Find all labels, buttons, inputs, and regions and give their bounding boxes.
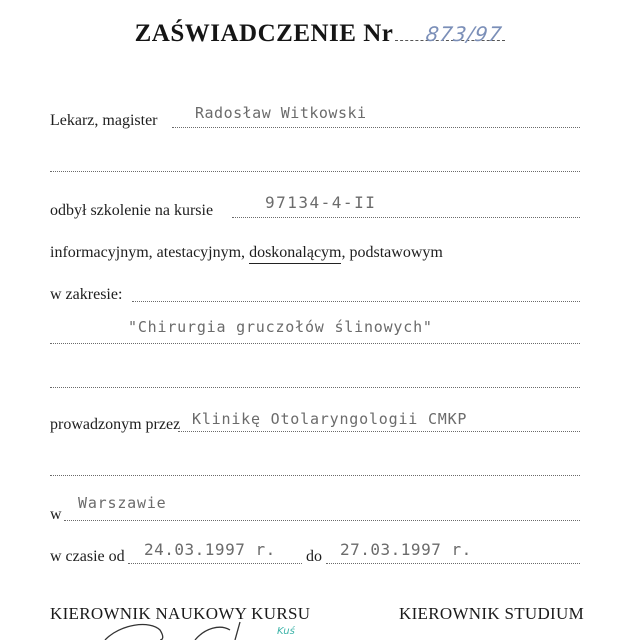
doctor-label: Lekarz, magister (50, 112, 158, 129)
city-label: w (50, 506, 62, 523)
study-director-label: KIEROWNIK STUDIUM (399, 604, 584, 623)
course-label: odbył szkolenie na kursie (50, 202, 214, 219)
period-to-label: do (306, 548, 322, 565)
scope-label: w zakresie: (50, 286, 123, 303)
type-attestation: atestacyjnym, (156, 244, 246, 261)
period-from-label: w czasie od (50, 548, 125, 565)
period-from-value: 24.03.1997 r. (144, 540, 276, 559)
signature-scribble (100, 618, 300, 640)
scope-dotted-line-2 (50, 342, 580, 344)
conducted-label: prowadzonym przez (50, 416, 181, 433)
period-to-value: 27.03.1997 r. (340, 540, 472, 559)
blank-dotted-line-1 (50, 170, 580, 172)
scientific-director-label: KIEROWNIK NAUKOWY KURSU (50, 604, 311, 623)
city-value: Warszawie (78, 494, 167, 512)
type-informational: informacyjnym, (50, 244, 153, 261)
conducted-value: Klinikę Otolaryngologii CMKP (192, 410, 468, 428)
document-title (0, 20, 640, 48)
conducted-dotted-line (178, 430, 580, 432)
scope-value: "Chirurgia gruczołów ślinowych" (128, 318, 433, 336)
doctor-dotted-line (172, 126, 580, 128)
period-to-dotted-line (326, 562, 580, 564)
blank-dotted-line-3 (50, 474, 580, 476)
type-basic: podstawowym (349, 244, 443, 261)
city-dotted-line (64, 519, 580, 521)
certificate-number: 873/97 (424, 22, 505, 46)
comma: , (341, 244, 346, 261)
blank-dotted-line-2 (50, 386, 580, 388)
type-improvement-selected: doskonalącym (249, 244, 341, 264)
course-dotted-line (232, 216, 580, 218)
doctor-name: Radosław Witkowski (195, 104, 367, 122)
course-number: 97134-4-II (265, 193, 377, 212)
scope-dotted-line (132, 300, 580, 302)
stamp-fragment: Kuś (277, 626, 295, 637)
title-text: ZAŚWIADCZENIE Nr (134, 20, 394, 47)
course-types (50, 244, 443, 262)
period-from-dotted-line (128, 562, 302, 564)
